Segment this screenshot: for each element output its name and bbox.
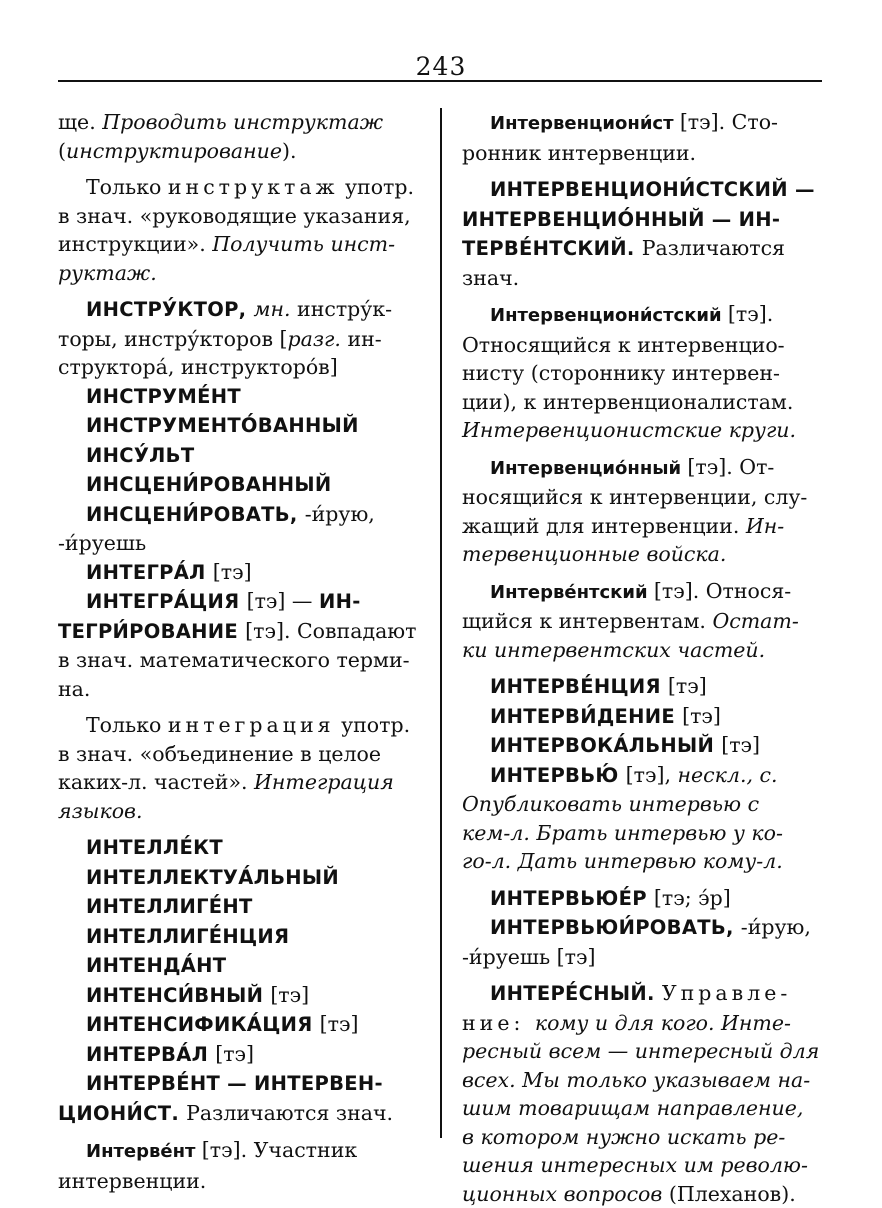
text-line (462, 483, 822, 512)
text: [тэ] (668, 674, 707, 698)
headword: ТЕГРИ́РОВАНИЕ (58, 620, 245, 643)
text-line (58, 1069, 418, 1099)
italic-text: Получить инст- (212, 232, 395, 256)
headword: ИНСЦЕНИ́РОВАННЫЙ (86, 473, 332, 496)
text: [тэ]. Участник (202, 1138, 357, 1162)
text-line (58, 108, 418, 137)
headword: ИНТЕНСИ́ВНЫЙ (86, 984, 270, 1007)
text: [тэ] (270, 983, 309, 1007)
text: [тэ]. Совпадают (245, 619, 416, 643)
text-line (462, 731, 822, 761)
text-line (462, 1037, 822, 1066)
headword: ИНТЕРВИ́ДЕНИЕ (490, 705, 682, 728)
text-line (462, 108, 822, 139)
spaced-text: инструктаж (168, 175, 339, 199)
text-line (462, 672, 822, 702)
headword: Интервенцио́нный (490, 458, 687, 479)
left-column (58, 108, 418, 1195)
text-line (58, 137, 418, 166)
text-line (462, 847, 822, 876)
headword: ИНТЕГРА́ЦИЯ (86, 590, 247, 613)
text: [тэ] (213, 560, 252, 584)
headword: ИНТЕРВЬЮЕ́Р (490, 887, 654, 910)
text-line (58, 675, 418, 704)
text-line (462, 512, 822, 541)
text-line (462, 416, 822, 445)
text-line (58, 325, 418, 354)
text-line (462, 943, 822, 972)
text-line (58, 1040, 418, 1070)
text-line (462, 607, 822, 636)
headword: ИНСТРУМЕ́НТ (86, 385, 241, 408)
text-line (58, 617, 418, 647)
headword: ИНТЕРВЕ́НТ — ИНТЕРВЕН- (86, 1072, 383, 1095)
headword: ИНТЕРВЕ́НЦИЯ (490, 675, 668, 698)
text-line (462, 790, 822, 819)
text-line (58, 892, 418, 922)
headword: ИНТЕГРА́Л (86, 561, 213, 584)
text: [тэ]. Сто- (680, 110, 778, 134)
text-line (462, 300, 822, 331)
text-line (58, 382, 418, 412)
text: ще. (58, 110, 102, 134)
text: ин- (341, 327, 382, 351)
text-line (462, 234, 822, 264)
text-line (58, 1099, 418, 1129)
headword: ИНСУ́ЛЬТ (86, 444, 194, 467)
text: (Плеханов). (669, 1182, 796, 1206)
page-number: 243 (0, 52, 882, 81)
text: в знач. «объединение в целое (58, 742, 381, 766)
text-line (462, 1180, 822, 1208)
italic-text: ционных вопросов (462, 1182, 669, 1206)
header-rule (58, 80, 822, 82)
text-line (462, 884, 822, 914)
italic-text: шим товарищам направление, (462, 1096, 803, 1120)
text-line (462, 761, 822, 791)
spaced-text: ние: (462, 1011, 535, 1035)
italic-text: Ин- (746, 514, 784, 538)
text: инстру́к- (291, 297, 393, 321)
text-line (58, 295, 418, 325)
text: [тэ; э́р] (654, 886, 731, 910)
italic-text: всех. Мы только указываем на- (462, 1068, 810, 1092)
headword: ИНТЕЛЛЕ́КТ (86, 836, 223, 859)
text: [тэ]. От- (687, 455, 774, 479)
text-line (58, 500, 418, 530)
italic-text: ресный всем — интересный для (462, 1039, 819, 1063)
text-line (462, 205, 822, 235)
headword: Интервенциони́стский (490, 305, 728, 326)
column-divider (440, 108, 442, 1138)
italic-text: в котором нужно искать ре- (462, 1125, 785, 1149)
text-line (58, 353, 418, 382)
text-line (58, 951, 418, 981)
text: [тэ] (721, 733, 760, 757)
text: [тэ]. (728, 302, 773, 326)
text: Различаются знач. (186, 1101, 393, 1125)
text-line (462, 540, 822, 569)
text-line (462, 359, 822, 388)
spaced-text: Управле- (662, 981, 791, 1005)
headword: Интервенциони́ст (490, 113, 680, 134)
text-line (58, 441, 418, 471)
text: интервенции. (58, 1169, 206, 1193)
text-line (58, 230, 418, 259)
text: [тэ] (215, 1042, 254, 1066)
headword: ИНТЕРВЕНЦИО́ННЫЙ — ИН- (462, 208, 780, 231)
text-line (462, 1151, 822, 1180)
italic-text: Опубликовать интервью с (462, 792, 759, 816)
headword: ИНТЕЛЛЕКТУА́ЛЬНЫЙ (86, 866, 339, 889)
headword: Интерве́нтский (490, 582, 654, 603)
text-line (58, 558, 418, 588)
italic-text: руктаж. (58, 261, 157, 285)
headword: ИНТЕРВЕНЦИОНИ́СТСКИЙ — (490, 178, 815, 201)
text-line (462, 175, 822, 205)
headword: ИНТЕРВЬЮ́ (490, 764, 626, 787)
italic-text: инструктирование (66, 139, 282, 163)
italic-text: мн. (253, 297, 290, 321)
text: употр. (338, 175, 414, 199)
text-line (58, 202, 418, 231)
italic-text: разг. (288, 327, 341, 351)
text: -и́рую, (741, 915, 811, 939)
text-line (462, 913, 822, 943)
right-column (462, 108, 822, 1208)
headword: ИНТЕРЕ́СНЫЙ. (490, 982, 662, 1005)
text: носящийся к интервенции, слу- (462, 485, 807, 509)
headword: ИНТЕНДА́НТ (86, 954, 226, 977)
headword: ИНСТРУМЕНТО́ВАННЫЙ (86, 414, 359, 437)
headword: ИНТЕРВЬЮИ́РОВАТЬ, (490, 916, 741, 939)
text: ( (58, 139, 66, 163)
text-line (462, 139, 822, 168)
text-line (462, 331, 822, 360)
italic-text: Интеграция (254, 770, 394, 794)
headword: ТЕРВЕ́НТСКИЙ. (462, 237, 642, 260)
text-line (58, 797, 418, 826)
italic-text: кем-л. Брать интервью у ко- (462, 821, 783, 845)
text-line (462, 1066, 822, 1095)
text-line (462, 636, 822, 665)
text-line (58, 587, 418, 617)
headword: ИНТЕЛЛИГЕ́НТ (86, 895, 253, 918)
italic-text: шения интересных им револю- (462, 1153, 808, 1177)
italic-text: нескл., с. (678, 763, 778, 787)
italic-text: Проводить инструктаж (102, 110, 383, 134)
headword: ИН- (319, 590, 361, 613)
text-line (462, 1123, 822, 1152)
text-line (462, 1094, 822, 1123)
text: щийся к интервентам. (462, 609, 712, 633)
text-line (58, 1167, 418, 1196)
italic-text: ки интервентских частей. (462, 638, 765, 662)
text-line (58, 981, 418, 1011)
text: жащий для интервенции. (462, 514, 746, 538)
text: [тэ] — (247, 589, 319, 613)
text-line (462, 453, 822, 484)
text: -и́руешь [тэ] (462, 945, 595, 969)
text: Относящийся к интервенцио- (462, 333, 785, 357)
headword: ИНТЕНСИФИКА́ЦИЯ (86, 1013, 320, 1036)
text-line (462, 819, 822, 848)
text: Только (86, 713, 168, 737)
text: в знач. «руководящие указания, (58, 204, 411, 228)
text-line (462, 1009, 822, 1038)
text: структора́, инструкторо́в] (58, 355, 338, 379)
text: торы, инстру́кторов [ (58, 327, 288, 351)
text: [тэ] (682, 704, 721, 728)
text: -и́руешь (58, 531, 146, 555)
text: ). (282, 139, 297, 163)
headword: ИНСЦЕНИ́РОВАТЬ, (86, 503, 305, 526)
spaced-text: интеграция (168, 713, 335, 737)
italic-text: го-л. Дать интервью кому-л. (462, 849, 783, 873)
headword: ИНТЕРВОКА́ЛЬНЫЙ (490, 734, 721, 757)
text-line (58, 173, 418, 202)
text-line (462, 702, 822, 732)
text: инструкции». (58, 232, 212, 256)
text-line (58, 833, 418, 863)
text-line (58, 646, 418, 675)
text-line (462, 979, 822, 1009)
text-line (58, 740, 418, 769)
headword: Интерве́нт (86, 1141, 202, 1162)
text-line (58, 768, 418, 797)
text: ции), к интервенционалистам. (462, 390, 793, 414)
text: в знач. математического терми- (58, 648, 410, 672)
text-line (462, 264, 822, 293)
text-line (58, 470, 418, 500)
text: [тэ] (320, 1012, 359, 1036)
text: Только (86, 175, 168, 199)
italic-text: Интервенционистские круги. (462, 418, 796, 442)
text-line (58, 411, 418, 441)
text: каких-л. частей». (58, 770, 254, 794)
text-line (58, 863, 418, 893)
text-line (58, 711, 418, 740)
headword: ИНСТРУ́КТОР, (86, 298, 253, 321)
italic-text: тервенционные войска. (462, 542, 726, 566)
headword: ИНТЕРВА́Л (86, 1043, 215, 1066)
text-line (58, 922, 418, 952)
text-line (58, 259, 418, 288)
text: ронник интервенции. (462, 141, 696, 165)
text: нисту (стороннику интервен- (462, 361, 780, 385)
text-line (462, 577, 822, 608)
text: Различаются (642, 236, 785, 260)
italic-text: языков. (58, 799, 142, 823)
text-line (58, 1136, 418, 1167)
text: употр. (335, 713, 411, 737)
text: [тэ]. Относя- (654, 579, 791, 603)
text: на. (58, 677, 90, 701)
text: -и́рую, (305, 502, 375, 526)
italic-text: кому и для кого. Инте- (535, 1011, 791, 1035)
text: [тэ], (626, 763, 678, 787)
text-line (58, 1010, 418, 1040)
headword: ИНТЕЛЛИГЕ́НЦИЯ (86, 925, 289, 948)
italic-text: Остат- (712, 609, 798, 633)
text-line (462, 388, 822, 417)
text-line (58, 529, 418, 558)
headword: ЦИОНИ́СТ. (58, 1102, 186, 1125)
text: знач. (462, 266, 519, 290)
